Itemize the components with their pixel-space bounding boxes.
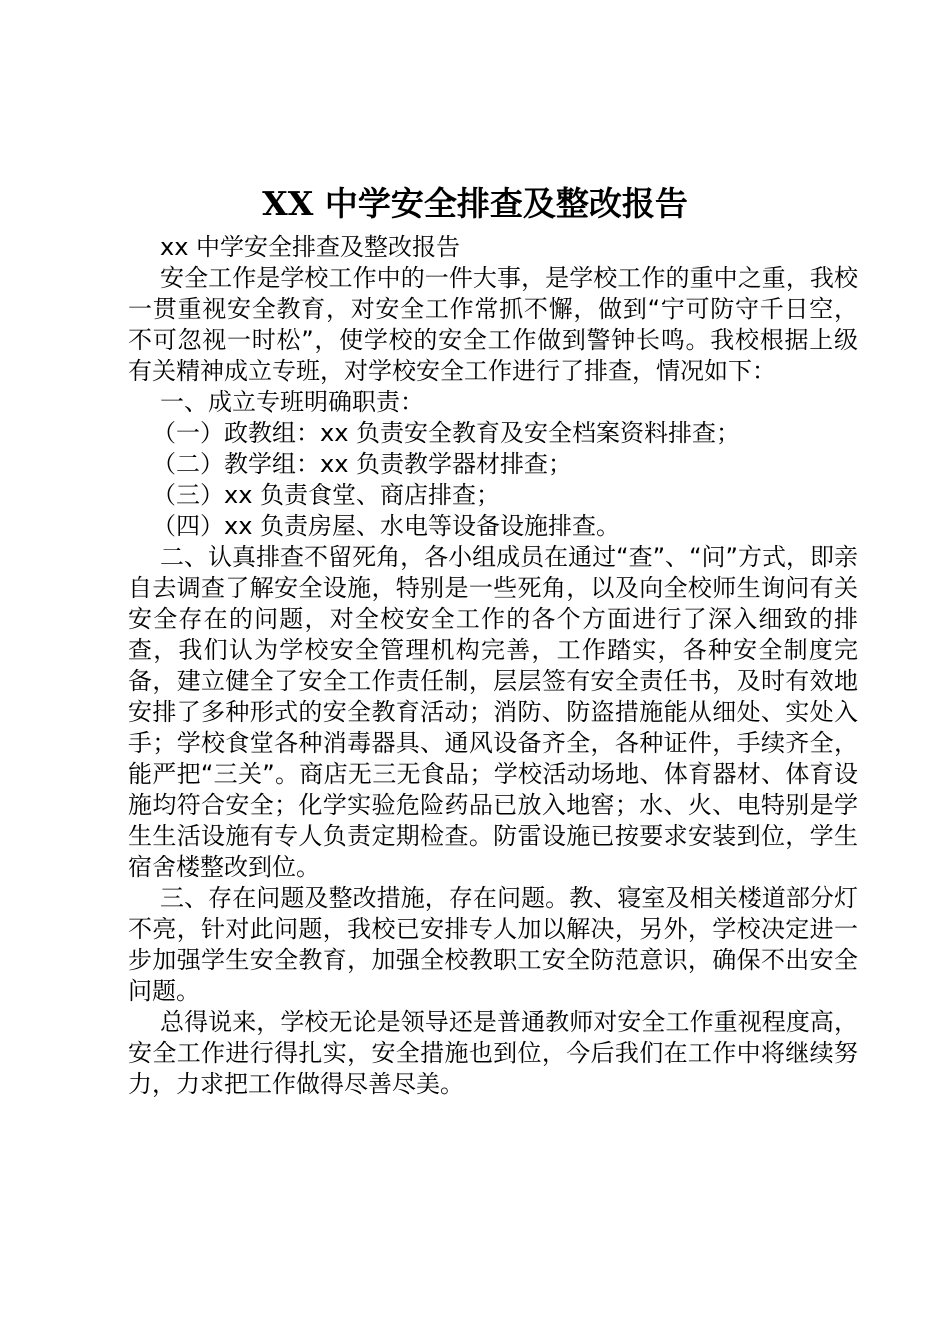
subtitle-paragraph: xx 中学安全排查及整改报告 <box>160 233 461 261</box>
document-body <box>128 232 858 1100</box>
section-two-paragraph: 二、认真排查不留死角，各小组成员在通过“查”、“问”方式，即亲自去调查了解安全设施，特别是一些死角，以及向全校师生询问有关安全存在的问题，对全校安全工作的各个方面进行了深入细致的排查，我们认为学校安全管理机构完善，工作踏实，各种安全制度完备，建立健全了安全工作责任制，层层签有安全责任书，及时有效地安排了多种形式的安全教育活动；消防、防盗措施能从细处、实处入手；学校食堂各种消毒器具、通风设备齐全，各种证件，手续齐全，能严把“三关”。商店无三无食品；学校活动场地、体育器材、体育设施均符合安全；化学实验危险药品已放入地窖；水、火、电特别是学生生活设施有专人负责定期检查。防雷设施已按要求安装到位，学生宿舍楼整改到位。 <box>128 543 858 881</box>
intro-paragraph: 安全工作是学校工作中的一件大事，是学校工作的重中之重，我校一贯重视安全教育，对安全工作常抓不懈，做到“宁可防守千日空，不可忽视一时松”，使学校的安全工作做到警钟长鸣。我校根据上级有关精神成立专班，对学校安全工作进行了排查，情况如下： <box>128 264 858 385</box>
duty-item-2: （二）教学组：xx 负责教学器材排查； <box>152 450 573 478</box>
section-three-paragraph: 三、存在问题及整改措施，存在问题。教、寝室及相关楼道部分灯不亮，针对此问题，我校已安排专人加以解决，另外，学校决定进一步加强学生安全教育，加强全校教职工安全防范意识，确保不出安全问题。 <box>128 884 858 1005</box>
duty-item-1: （一）政教组：xx 负责安全教育及安全档案资料排查； <box>152 419 741 447</box>
conclusion-paragraph: 总得说来，学校无论是领导还是普通教师对安全工作重视程度高，安全工作进行得扎实，安全措施也到位，今后我们在工作中将继续努力，力求把工作做得尽善尽美。 <box>128 1008 858 1098</box>
section-one-heading: 一、成立专班明确职责： <box>160 388 424 416</box>
document-title: XX 中学安全排查及整改报告 <box>262 184 688 223</box>
duty-item-3: （三）xx 负责食堂、商店排查； <box>152 481 501 509</box>
duty-item-4: （四）xx 负责房屋、水电等设备设施排查。 <box>152 512 621 540</box>
